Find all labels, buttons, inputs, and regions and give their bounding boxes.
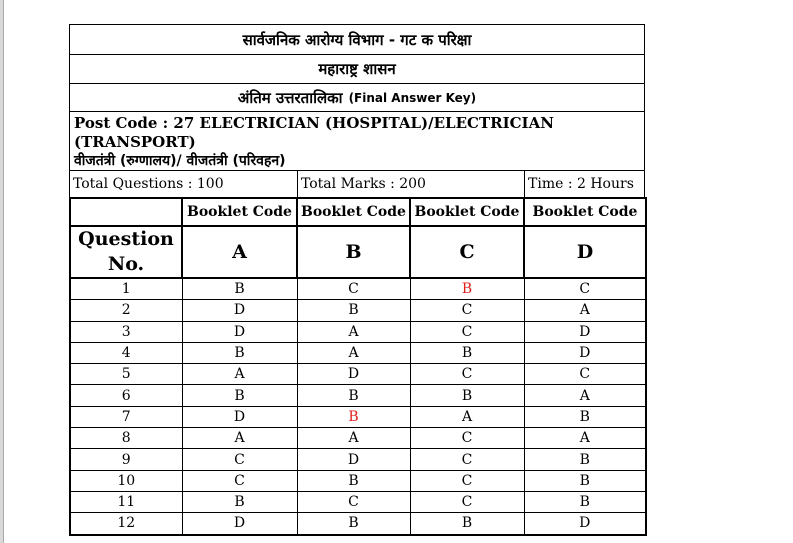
booklet-letter-header-row bbox=[70, 226, 646, 278]
answer-key-title-english: (Final Answer Key) bbox=[348, 90, 477, 105]
question-number: 11 bbox=[70, 491, 182, 512]
post-code-line: Post Code : 27 ELECTRICIAN (HOSPITAL)/ELECTRICIAN (TRANSPORT) bbox=[74, 114, 554, 151]
answer-cell-c: C bbox=[410, 300, 524, 321]
table-row bbox=[70, 278, 646, 300]
answer-cell-d: C bbox=[524, 364, 646, 385]
answer-cell-c: A bbox=[410, 406, 524, 427]
total-marks: Total Marks : 200 bbox=[298, 171, 525, 197]
answer-cell-b: A bbox=[297, 428, 410, 449]
table-row bbox=[70, 449, 646, 470]
answer-cell-d: B bbox=[524, 491, 646, 512]
table-row bbox=[70, 300, 646, 321]
answer-cell-a: B bbox=[182, 278, 297, 300]
answer-cell-b: A bbox=[297, 342, 410, 363]
answer-cell-a: B bbox=[182, 342, 297, 363]
answer-cell-d: A bbox=[524, 300, 646, 321]
answer-key-title bbox=[69, 83, 645, 111]
answer-cell-b: B bbox=[297, 300, 410, 321]
question-number: 2 bbox=[70, 300, 182, 321]
answer-cell-c: C bbox=[410, 428, 524, 449]
answer-cell-d: B bbox=[524, 470, 646, 491]
answer-cell-c: B bbox=[410, 342, 524, 363]
answer-cell-b: C bbox=[297, 278, 410, 300]
total-questions: Total Questions : 100 bbox=[70, 171, 298, 197]
question-number: 5 bbox=[70, 364, 182, 385]
question-number: 4 bbox=[70, 342, 182, 363]
booklet-code-label: Booklet Code bbox=[410, 198, 524, 226]
question-number: 9 bbox=[70, 449, 182, 470]
booklet-code-header-row bbox=[70, 198, 646, 226]
table-row bbox=[70, 491, 646, 512]
answer-cell-b: B bbox=[297, 513, 410, 535]
answer-cell-a: B bbox=[182, 491, 297, 512]
post-name-marathi: वीजतंत्री (रुग्णालय)/ वीजतंत्री (परिवहन) bbox=[74, 153, 286, 169]
answer-cell-c: C bbox=[410, 449, 524, 470]
answer-cell-a: A bbox=[182, 364, 297, 385]
question-number: 1 bbox=[70, 278, 182, 300]
booklet-code-d: D bbox=[524, 226, 646, 278]
answer-key-table bbox=[69, 197, 647, 536]
answer-key-title-marathi: अंतिम उत्तरतालिका bbox=[237, 88, 343, 107]
answer-cell-d: A bbox=[524, 428, 646, 449]
booklet-code-label: Booklet Code bbox=[297, 198, 410, 226]
department-heading: सार्वजनिक आरोग्य विभाग - गट क परिक्षा bbox=[69, 24, 645, 54]
answer-cell-c: C bbox=[410, 470, 524, 491]
question-number: 3 bbox=[70, 321, 182, 342]
answer-cell-a: B bbox=[182, 385, 297, 406]
exam-meta-row bbox=[69, 170, 645, 197]
answer-cell-b: B bbox=[297, 470, 410, 491]
answer-cell-c: B bbox=[410, 513, 524, 535]
answer-cell-d: D bbox=[524, 321, 646, 342]
answer-cell-b: B bbox=[297, 385, 410, 406]
question-number: 12 bbox=[70, 513, 182, 535]
answer-cell-d: B bbox=[524, 406, 646, 427]
answer-cell-b: A bbox=[297, 321, 410, 342]
answer-cell-d: A bbox=[524, 385, 646, 406]
answer-cell-d: D bbox=[524, 342, 646, 363]
booklet-code-b: B bbox=[297, 226, 410, 278]
question-no-label-line2: No. bbox=[107, 253, 145, 275]
answer-cell-b: B bbox=[297, 406, 410, 427]
answer-rows bbox=[70, 278, 646, 535]
answer-key-sheet bbox=[69, 24, 645, 536]
answer-cell-c: B bbox=[410, 385, 524, 406]
post-code-block bbox=[69, 111, 645, 170]
table-row bbox=[70, 513, 646, 535]
answer-cell-d: D bbox=[524, 513, 646, 535]
table-row bbox=[70, 428, 646, 449]
answer-cell-b: D bbox=[297, 364, 410, 385]
answer-cell-a: D bbox=[182, 513, 297, 535]
booklet-code-label: Booklet Code bbox=[182, 198, 297, 226]
table-row bbox=[70, 470, 646, 491]
answer-cell-d: B bbox=[524, 449, 646, 470]
question-number: 7 bbox=[70, 406, 182, 427]
exam-time: Time : 2 Hours bbox=[528, 176, 634, 192]
answer-cell-a: C bbox=[182, 470, 297, 491]
question-no-label-line1: Question bbox=[78, 228, 174, 250]
viewer-left-edge bbox=[0, 0, 4, 543]
table-row bbox=[70, 321, 646, 342]
answer-cell-c: C bbox=[410, 491, 524, 512]
table-row bbox=[70, 385, 646, 406]
booklet-code-c: C bbox=[410, 226, 524, 278]
question-number: 8 bbox=[70, 428, 182, 449]
answer-cell-a: D bbox=[182, 406, 297, 427]
table-row bbox=[70, 342, 646, 363]
answer-cell-a: C bbox=[182, 449, 297, 470]
table-row bbox=[70, 364, 646, 385]
answer-cell-b: D bbox=[297, 449, 410, 470]
answer-cell-a: A bbox=[182, 428, 297, 449]
table-row bbox=[70, 406, 646, 427]
header-blank-cell bbox=[70, 198, 182, 226]
answer-cell-c: B bbox=[410, 278, 524, 300]
answer-cell-c: C bbox=[410, 364, 524, 385]
answer-cell-a: D bbox=[182, 300, 297, 321]
question-number: 10 bbox=[70, 470, 182, 491]
booklet-code-label: Booklet Code bbox=[524, 198, 646, 226]
government-heading: महाराष्ट्र शासन bbox=[69, 54, 645, 83]
answer-cell-c: C bbox=[410, 321, 524, 342]
question-number: 6 bbox=[70, 385, 182, 406]
answer-cell-d: C bbox=[524, 278, 646, 300]
answer-cell-a: D bbox=[182, 321, 297, 342]
question-no-header bbox=[70, 226, 182, 278]
booklet-code-a: A bbox=[182, 226, 297, 278]
answer-cell-b: C bbox=[297, 491, 410, 512]
